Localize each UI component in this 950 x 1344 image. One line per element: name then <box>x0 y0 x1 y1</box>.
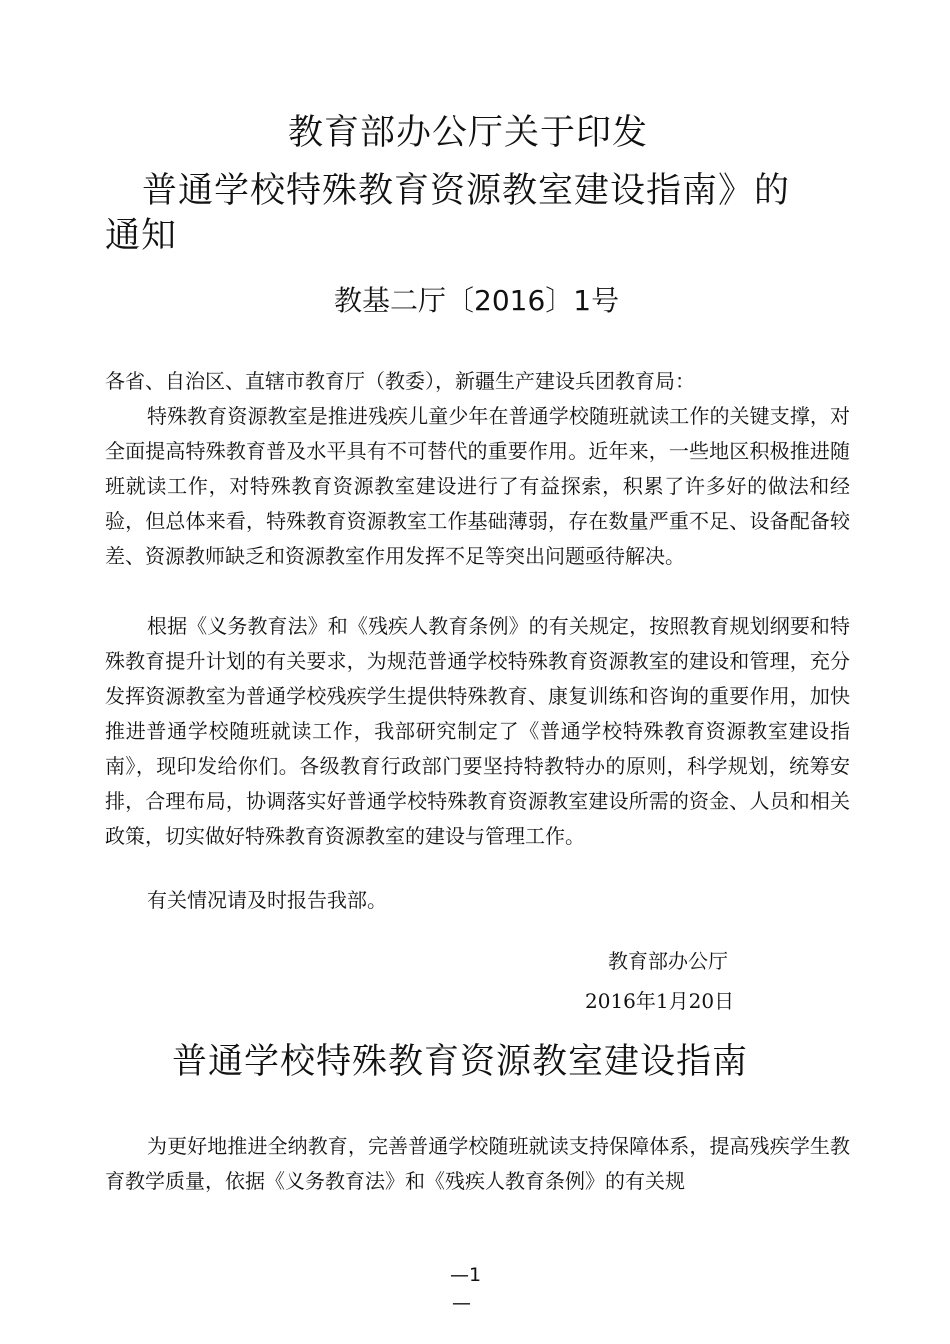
signature-date: 2016年1月20日 <box>585 989 735 1013</box>
salutation: 各省、自治区、直辖市教育厅（教委），新疆生产建设兵团教育局： <box>105 369 695 393</box>
document-number: 教基二厅〔2016〕1号 <box>334 284 620 317</box>
body-paragraph: 特殊教育资源教室是推进残疾儿童少年在普通学校随班就读工作的关键支撑，对全面提高特殊教育普及水平具有不可替代的重要作用。近年来，一些地区积极推进随班就读工作，对特殊教育资源教室建设进行了有益探索，积累了许多好的做法和经验，但总体来看，特殊教育资源教室工作基础薄弱，存在数量严重不足、设备配备较差、资源教师缺乏和资源教室作用发挥不足等突出问题亟待解决。 <box>105 404 850 568</box>
page-number: —1 <box>450 1264 482 1286</box>
notice-title-line-1: 教育部办公厅关于印发 <box>288 113 649 153</box>
guide-intro-paragraph: 为更好地推进全纳教育，完善普通学校随班就读支持保障体系，提高残疾学生教育教学质量，依据《义务教育法》和《残疾人教育条例》的有关规 <box>105 1134 850 1193</box>
body-paragraph: 根据《义务教育法》和《残疾人教育条例》的有关规定，按照教育规划纲要和特殊教育提升计划的有关要求，为规范普通学校特殊教育资源教室的建设和管理，充分发挥资源教室为普通学校残疾学生提供特殊教育、康复训练和咨询的重要作用，加快推进普通学校随班就读工作，我部研究制定了《普通学校特殊教育资源教室建设指南》，现印发给你们。各级教育行政部门要坚持特教特办的原则，科学规划，统筹安排，合理布局，协调落实好普通学校特殊教育资源教室建设所需的资金、人员和相关政策，切实做好特殊教育资源教室的建设与管理工作。 <box>105 614 850 848</box>
guide-title: 普通学校特殊教育资源教室建设指南 <box>172 1042 749 1082</box>
page-number-dash: — <box>452 1292 471 1314</box>
notice-title-line-2: 普通学校特殊教育资源教室建设指南》的 <box>142 171 791 211</box>
signature-organization: 教育部办公厅 <box>608 949 728 973</box>
body-paragraph: 有关情况请及时报告我部。 <box>147 888 387 912</box>
notice-title-line-3: 通知 <box>105 216 178 256</box>
